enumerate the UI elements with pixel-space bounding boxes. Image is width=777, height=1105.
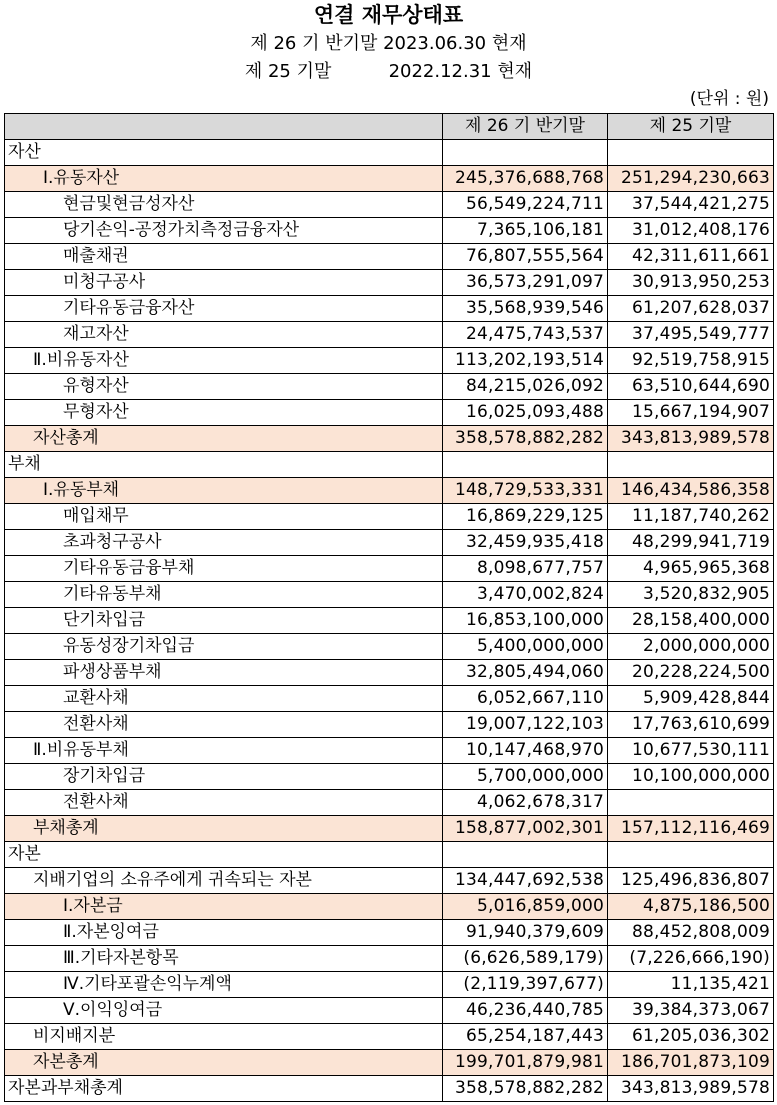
current-period-value: 16,025,093,488 bbox=[443, 400, 608, 426]
current-period-value: 16,869,229,125 bbox=[443, 504, 608, 530]
row-label: Ⅰ.유동부채 bbox=[5, 478, 443, 504]
current-period-value: 245,376,688,768 bbox=[443, 166, 608, 192]
table-row bbox=[5, 946, 774, 972]
prior-period-value: 30,913,950,253 bbox=[608, 270, 774, 296]
row-label: Ⅴ.이익잉여금 bbox=[5, 998, 443, 1024]
prior-period-value: 125,496,836,807 bbox=[608, 868, 774, 894]
prior-period-value: 92,519,758,915 bbox=[608, 348, 774, 374]
table-row bbox=[5, 686, 774, 712]
statement-title: 연결 재무상태표 bbox=[313, 3, 464, 27]
prior-period-value: 157,112,116,469 bbox=[608, 816, 774, 842]
current-period-value: 46,236,440,785 bbox=[443, 998, 608, 1024]
current-period-value: 5,700,000,000 bbox=[443, 764, 608, 790]
current-period-value: 56,549,224,711 bbox=[443, 192, 608, 218]
prior-period-value: 42,311,611,661 bbox=[608, 244, 774, 270]
current-period-value: 76,807,555,564 bbox=[443, 244, 608, 270]
prior-period-value: 31,012,408,176 bbox=[608, 218, 774, 244]
current-period-value bbox=[443, 140, 608, 166]
row-label: 재고자산 bbox=[5, 322, 443, 348]
prior-period-value: (7,226,666,190) bbox=[608, 946, 774, 972]
row-label: Ⅰ.자본금 bbox=[5, 894, 443, 920]
prior-period-value: 5,909,428,844 bbox=[608, 686, 774, 712]
current-period-value: 3,470,002,824 bbox=[443, 582, 608, 608]
current-period-value: 199,701,879,981 bbox=[443, 1050, 608, 1076]
prior-period-value: 146,434,586,358 bbox=[608, 478, 774, 504]
table-row bbox=[5, 790, 774, 816]
current-period-value: 113,202,193,514 bbox=[443, 348, 608, 374]
prior-period-value: 10,677,530,111 bbox=[608, 738, 774, 764]
row-label: Ⅱ.비유동자산 bbox=[5, 348, 443, 374]
prior-period-value: 343,813,989,578 bbox=[608, 426, 774, 452]
row-label: 유형자산 bbox=[5, 374, 443, 400]
table-row bbox=[5, 348, 774, 374]
table-row bbox=[5, 1076, 774, 1102]
current-period-value bbox=[443, 452, 608, 478]
current-period-value: 358,578,882,282 bbox=[443, 1076, 608, 1102]
row-label: 자본 bbox=[5, 842, 443, 868]
prior-period-value bbox=[608, 452, 774, 478]
prior-period-value: 61,205,036,302 bbox=[608, 1024, 774, 1050]
row-label: Ⅰ.유동자산 bbox=[5, 166, 443, 192]
unit-label: (단위 : 원) bbox=[689, 89, 769, 109]
prior-period-value: 10,100,000,000 bbox=[608, 764, 774, 790]
table-header-row bbox=[5, 114, 774, 140]
row-label: 매출채권 bbox=[5, 244, 443, 270]
table-row bbox=[5, 764, 774, 790]
table-row bbox=[5, 998, 774, 1024]
table-row bbox=[5, 244, 774, 270]
table-row bbox=[5, 1050, 774, 1076]
prior-period-value bbox=[608, 842, 774, 868]
row-label: 기타유동부채 bbox=[5, 582, 443, 608]
current-period-value: 6,052,667,110 bbox=[443, 686, 608, 712]
current-period-value: 134,447,692,538 bbox=[443, 868, 608, 894]
current-period-value: 5,400,000,000 bbox=[443, 634, 608, 660]
prior-period-value: 37,544,421,275 bbox=[608, 192, 774, 218]
table-row bbox=[5, 322, 774, 348]
prior-period-value: 39,384,373,067 bbox=[608, 998, 774, 1024]
table-row bbox=[5, 712, 774, 738]
row-label: 전환사채 bbox=[5, 790, 443, 816]
prior-period-value: 28,158,400,000 bbox=[608, 608, 774, 634]
row-label: 자산총계 bbox=[5, 426, 443, 452]
row-label: 기타유동금융부채 bbox=[5, 556, 443, 582]
current-period-value: 35,568,939,546 bbox=[443, 296, 608, 322]
row-label: Ⅱ.자본잉여금 bbox=[5, 920, 443, 946]
row-label: 부채 bbox=[5, 452, 443, 478]
current-period-value: (6,626,589,179) bbox=[443, 946, 608, 972]
row-label: 기타유동금융자산 bbox=[5, 296, 443, 322]
table-row bbox=[5, 530, 774, 556]
period-prior: 제 25 기말 2022.12.31 현재 bbox=[244, 61, 533, 82]
table-row bbox=[5, 608, 774, 634]
current-period-value: 7,365,106,181 bbox=[443, 218, 608, 244]
current-period-value: 19,007,122,103 bbox=[443, 712, 608, 738]
table-row bbox=[5, 400, 774, 426]
prior-period-value: 4,875,186,500 bbox=[608, 894, 774, 920]
row-label: Ⅲ.기타자본항목 bbox=[5, 946, 443, 972]
current-period-value: 91,940,379,609 bbox=[443, 920, 608, 946]
row-label: 파생상품부채 bbox=[5, 660, 443, 686]
table-row bbox=[5, 140, 774, 166]
current-period-value bbox=[443, 842, 608, 868]
row-label: 자산 bbox=[5, 140, 443, 166]
prior-period-value: 11,187,740,262 bbox=[608, 504, 774, 530]
current-period-value: 10,147,468,970 bbox=[443, 738, 608, 764]
table-row bbox=[5, 166, 774, 192]
table-row bbox=[5, 816, 774, 842]
prior-period-value: 61,207,628,037 bbox=[608, 296, 774, 322]
current-period-value: 158,877,002,301 bbox=[443, 816, 608, 842]
row-label: 초과청구공사 bbox=[5, 530, 443, 556]
row-label: Ⅱ.비유동부채 bbox=[5, 738, 443, 764]
table-row bbox=[5, 1024, 774, 1050]
prior-period-value: 20,228,224,500 bbox=[608, 660, 774, 686]
table-row bbox=[5, 920, 774, 946]
prior-period-value: 88,452,808,009 bbox=[608, 920, 774, 946]
prior-period-value: 15,667,194,907 bbox=[608, 400, 774, 426]
table-row bbox=[5, 192, 774, 218]
table-row bbox=[5, 270, 774, 296]
prior-period-value: 343,813,989,578 bbox=[608, 1076, 774, 1102]
current-period-value: 8,098,677,757 bbox=[443, 556, 608, 582]
prior-period-value bbox=[608, 140, 774, 166]
table-body bbox=[5, 140, 774, 1102]
current-period-value: 148,729,533,331 bbox=[443, 478, 608, 504]
column-header-item bbox=[5, 114, 443, 140]
statement-header bbox=[0, 0, 777, 86]
prior-period-value: 37,495,549,777 bbox=[608, 322, 774, 348]
table-row bbox=[5, 738, 774, 764]
column-header-prior: 제 25 기말 bbox=[608, 114, 774, 140]
row-label: Ⅳ.기타포괄손익누계액 bbox=[5, 972, 443, 998]
row-label: 당기손익-공정가치측정금융자산 bbox=[5, 218, 443, 244]
current-period-value: 36,573,291,097 bbox=[443, 270, 608, 296]
prior-period-value: 3,520,832,905 bbox=[608, 582, 774, 608]
row-label: 유동성장기차입금 bbox=[5, 634, 443, 660]
row-label: 미청구공사 bbox=[5, 270, 443, 296]
balance-sheet-table bbox=[4, 113, 774, 1102]
column-header-current: 제 26 기 반기말 bbox=[443, 114, 608, 140]
row-label: 장기차입금 bbox=[5, 764, 443, 790]
table-row bbox=[5, 556, 774, 582]
current-period-value: 16,853,100,000 bbox=[443, 608, 608, 634]
prior-period-value: 251,294,230,663 bbox=[608, 166, 774, 192]
current-period-value: 32,805,494,060 bbox=[443, 660, 608, 686]
prior-period-value bbox=[608, 790, 774, 816]
prior-period-value: 11,135,421 bbox=[608, 972, 774, 998]
row-label: 지배기업의 소유주에게 귀속되는 자본 bbox=[5, 868, 443, 894]
current-period-value: 5,016,859,000 bbox=[443, 894, 608, 920]
row-label: 단기차입금 bbox=[5, 608, 443, 634]
table-row bbox=[5, 634, 774, 660]
row-label: 부채총계 bbox=[5, 816, 443, 842]
table-row bbox=[5, 660, 774, 686]
table-row bbox=[5, 842, 774, 868]
current-period-value: 4,062,678,317 bbox=[443, 790, 608, 816]
row-label: 자본총계 bbox=[5, 1050, 443, 1076]
table-row bbox=[5, 478, 774, 504]
row-label: 현금및현금성자산 bbox=[5, 192, 443, 218]
prior-period-value: 48,299,941,719 bbox=[608, 530, 774, 556]
prior-period-value: 63,510,644,690 bbox=[608, 374, 774, 400]
period-current: 제 26 기 반기말 2023.06.30 현재 bbox=[250, 33, 527, 54]
row-label: 교환사채 bbox=[5, 686, 443, 712]
row-label: 전환사채 bbox=[5, 712, 443, 738]
table-row bbox=[5, 582, 774, 608]
row-label: 비지배지분 bbox=[5, 1024, 443, 1050]
table-row bbox=[5, 374, 774, 400]
table-row bbox=[5, 972, 774, 998]
table-row bbox=[5, 894, 774, 920]
current-period-value: 65,254,187,443 bbox=[443, 1024, 608, 1050]
current-period-value: (2,119,397,677) bbox=[443, 972, 608, 998]
table-row bbox=[5, 504, 774, 530]
current-period-value: 32,459,935,418 bbox=[443, 530, 608, 556]
table-row bbox=[5, 296, 774, 322]
current-period-value: 24,475,743,537 bbox=[443, 322, 608, 348]
prior-period-value: 17,763,610,699 bbox=[608, 712, 774, 738]
table-row bbox=[5, 452, 774, 478]
current-period-value: 358,578,882,282 bbox=[443, 426, 608, 452]
prior-period-value: 186,701,873,109 bbox=[608, 1050, 774, 1076]
current-period-value: 84,215,026,092 bbox=[443, 374, 608, 400]
prior-period-value: 2,000,000,000 bbox=[608, 634, 774, 660]
table-row bbox=[5, 218, 774, 244]
prior-period-value: 4,965,965,368 bbox=[608, 556, 774, 582]
row-label: 자본과부채총계 bbox=[5, 1076, 443, 1102]
row-label: 무형자산 bbox=[5, 400, 443, 426]
table-row bbox=[5, 426, 774, 452]
table-row bbox=[5, 868, 774, 894]
row-label: 매입채무 bbox=[5, 504, 443, 530]
